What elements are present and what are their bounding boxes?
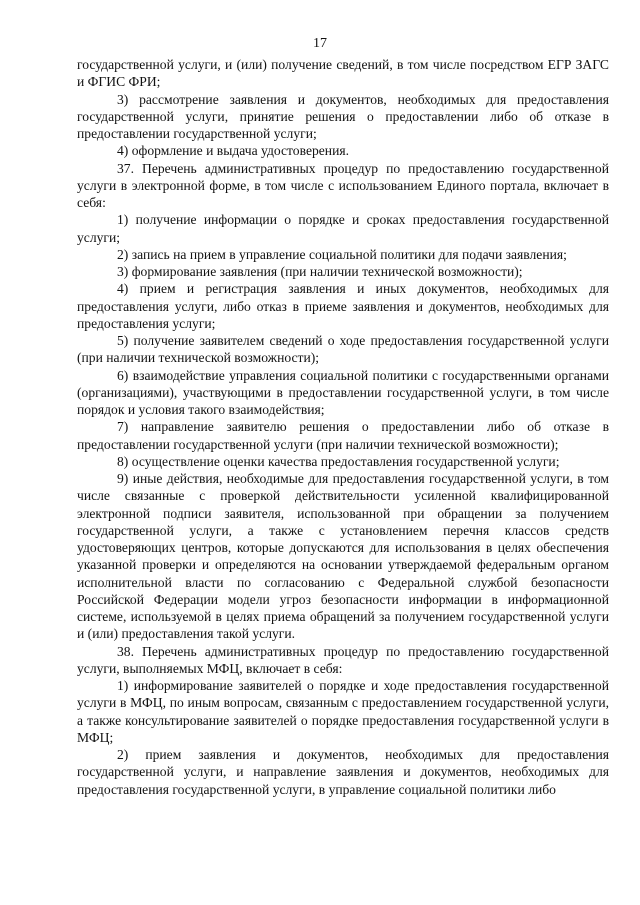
paragraph: 38. Перечень административных процедур по предоставлению государственной услуги, выполняемых МФЦ, включает в себя:	[77, 643, 609, 676]
paragraph: государственной услуги, и (или) получение сведений, в том числе посредством ЕГР ЗАГС и ФГИС ФРИ;	[77, 57, 609, 90]
paragraph: 37. Перечень административных процедур по предоставлению государственной услуги в электронной форме, в том числе с использованием Единого портала, включает в себя:	[77, 160, 609, 210]
paragraph: 8) осуществление оценки качества предоставления государственной услуги;	[117, 453, 560, 469]
paragraph: 3) формирование заявления (при наличии технической возможности);	[117, 264, 523, 279]
paragraph: 9) иные действия, необходимые для предоставления государственной услуги, в том числе связанные с проверкой действительности усиленной квалифицированной электронной подписи заявителя, использованной при обращении за получением государственной услуги, а также с установлением перечня классов средств удостоверяющих центров, которые допускаются для использования в целях обеспечения указанной проверки и определяются на основании утверждаемой федеральным органом исполнительной власти по согласованию с Федеральной службой безопасности Российской Федерации модели угроз безопасности информации в информационной системе, используемой в целях приема обращений за получением государственной услуги и (или) предоставления такой услуги.	[77, 471, 609, 642]
paragraph: 1) информирование заявителей о порядке и ходе предоставления государственной услуги в МФЦ, по иным вопросам, связанным с предоставлением государственной услуги, а также консультирование заявителей о порядке предоставления государственной услуги в МФЦ;	[77, 678, 609, 745]
document-body	[77, 56, 609, 798]
paragraph: 4) оформление и выдача удостоверения.	[117, 143, 350, 159]
paragraph: 7) направление заявителю решения о предоставлении либо об отказе в предоставлении государственной услуги (при наличии технической возможности);	[77, 419, 609, 452]
paragraph: 2) прием заявления и документов, необходимых для предоставления государственной услуги, и направление заявления и документов, необходимых для предоставления государственной услуги, в управление социальной политики либо	[77, 747, 609, 797]
paragraph: 1) получение информации о порядке и сроках предоставления государственной услуги;	[77, 212, 609, 245]
paragraph: 2) запись на прием в управление социальной политики для подачи заявления;	[117, 246, 567, 262]
paragraph: 6) взаимодействие управления социальной политики с государственными органами (организациями), участвующими в предоставлении государственной услуги, в том числе порядок и условия такого взаимодействия;	[77, 367, 609, 417]
paragraph: 3) рассмотрение заявления и документов, необходимых для предоставления государственной услуги, принятие решения о предоставлении либо об отказе в предоставлении государственной услуги;	[77, 91, 609, 141]
page-number: 17	[313, 36, 327, 51]
paragraph: 5) получение заявителем сведений о ходе предоставления государственной услуги (при наличии технической возможности);	[77, 333, 609, 366]
paragraph: 4) прием и регистрация заявления и иных документов, необходимых для предоставления услуги, либо отказ в приеме заявления и документов, необходимых для предоставления услуги;	[77, 281, 609, 331]
